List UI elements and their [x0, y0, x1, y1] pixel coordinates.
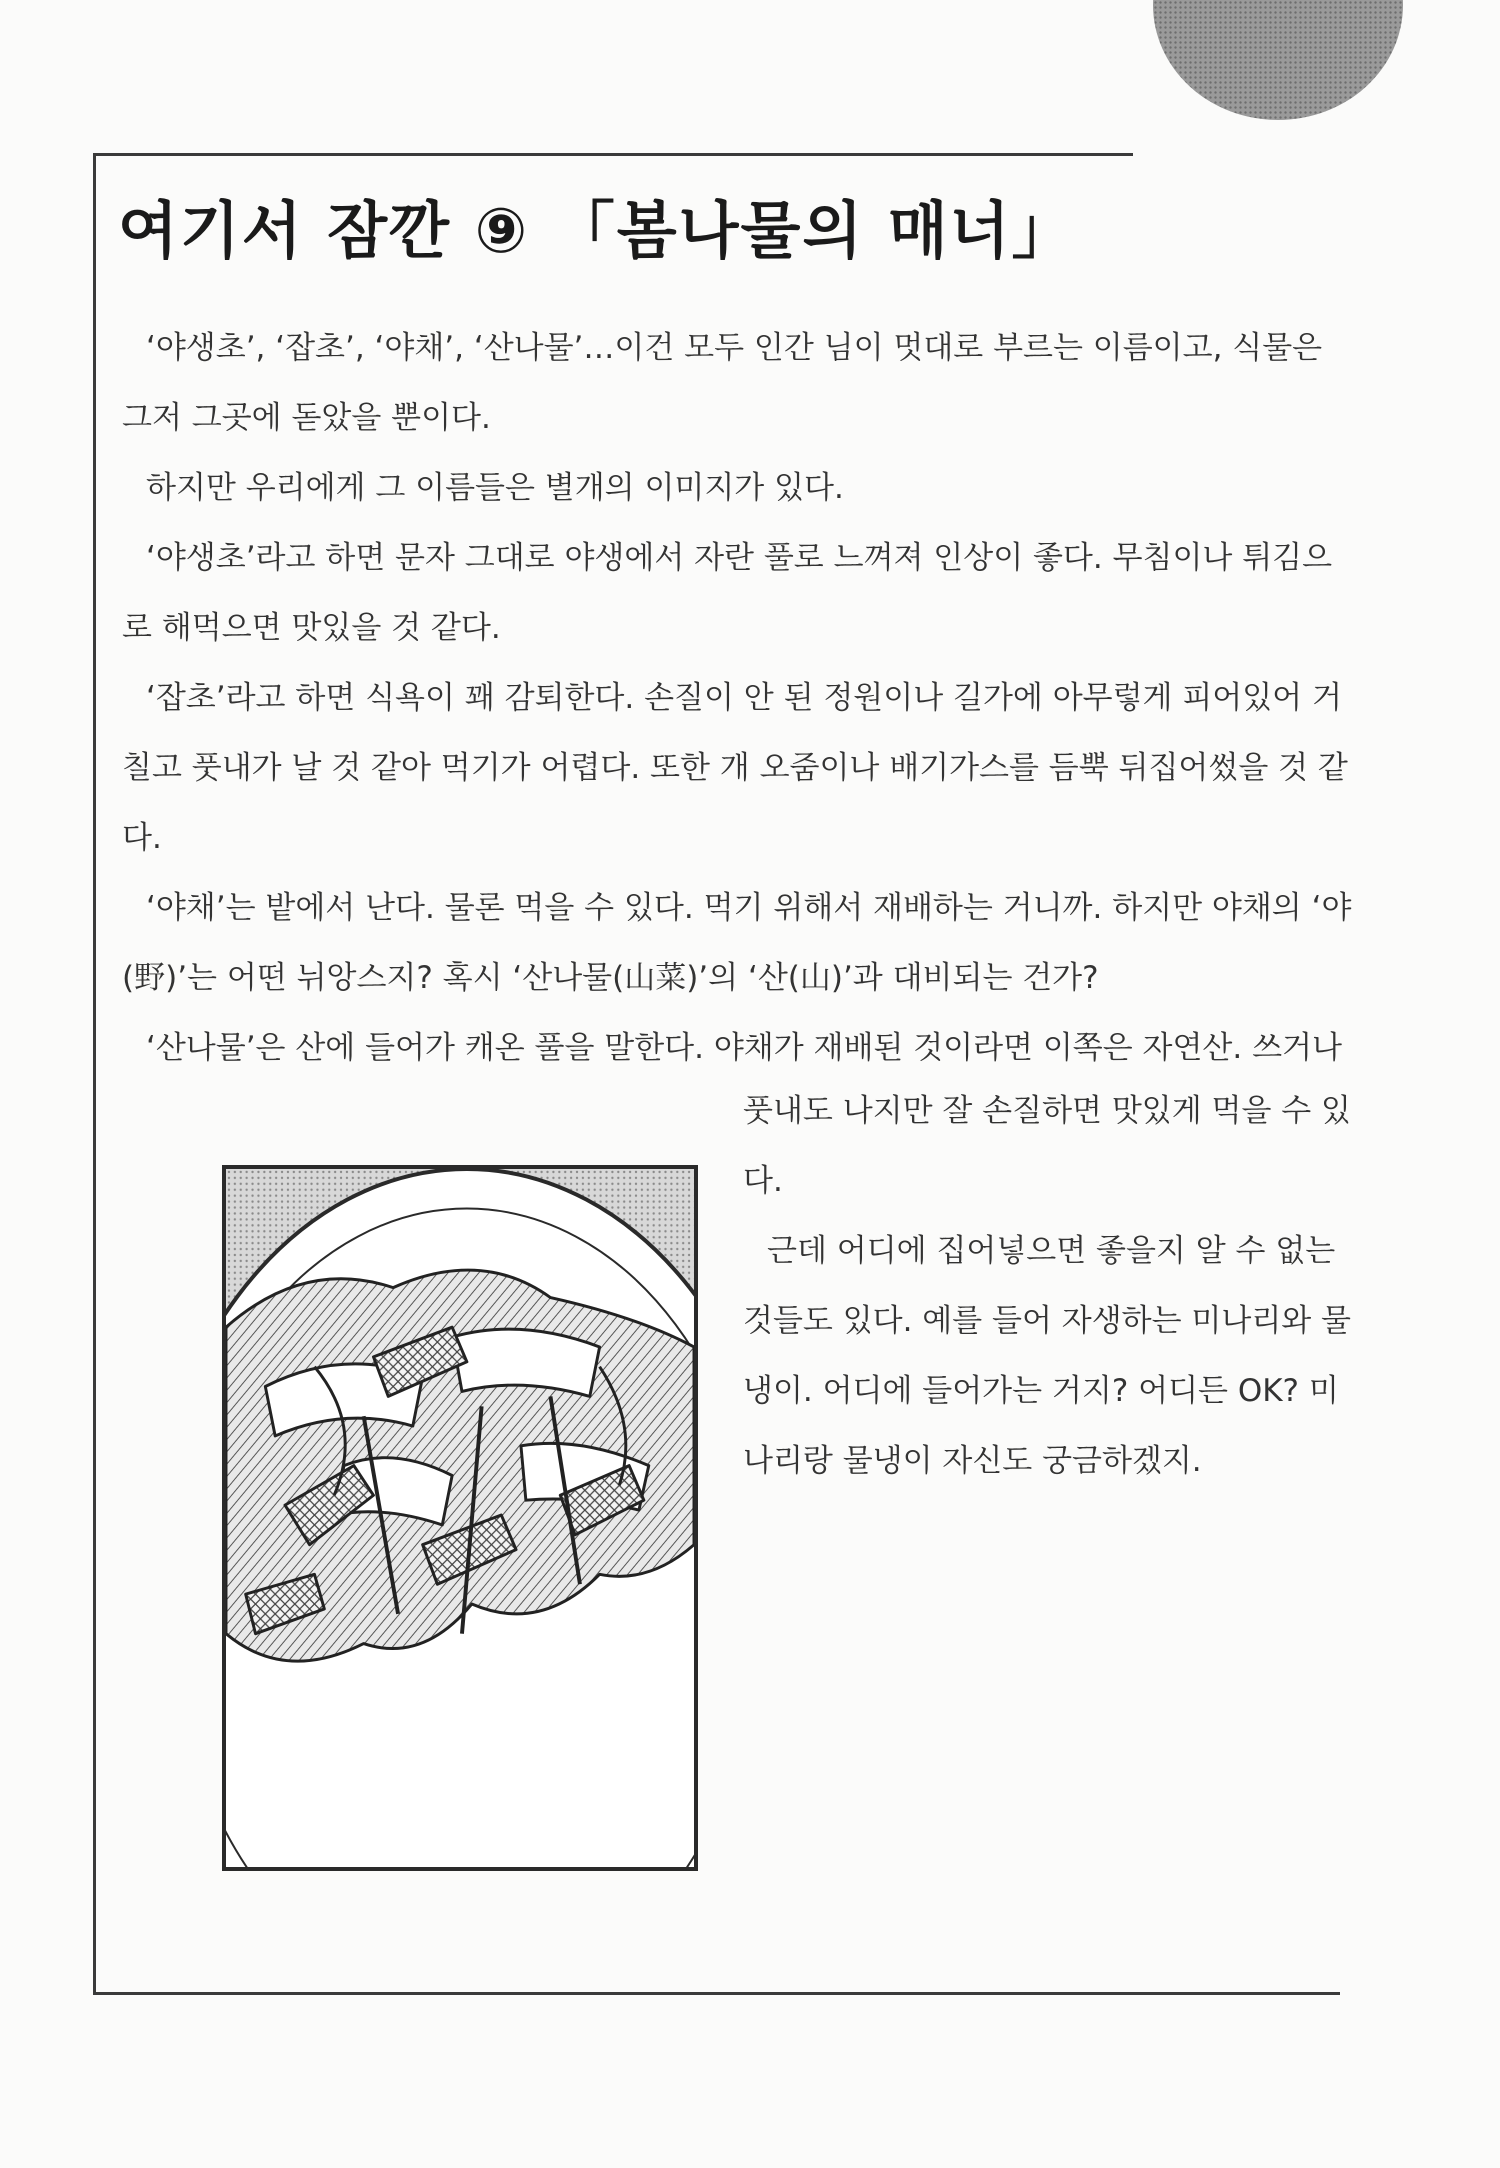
frame-left-line [93, 153, 96, 1995]
paragraph: ‘잡초’라고 하면 식욕이 꽤 감퇴한다. 손질이 안 된 정원이나 길가에 아무렇게 피어있어 거칠고 풋내가 날 것 같아 먹기가 어렵다. 또한 개 오줌이나 배기가스를 듬뿍 뒤집어썼을 것 같다. [122, 680, 1348, 856]
frame-top-line [93, 153, 1133, 156]
paragraph: 근데 어디에 집어넣으면 좋을지 알 수 없는 것들도 있다. 예를 들어 자생하는 미나리와 물냉이. 어디에 들어가는 거지? 어디든 OK? 미나리랑 물냉이 자신도 궁금하겠지. [743, 1233, 1352, 1479]
paragraph: ‘야생초’라고 하면 문자 그대로 야생에서 자란 풀로 느껴져 인상이 좋다. 무침이나 튀김으로 해먹으면 맛있을 것 같다. [122, 540, 1333, 646]
paragraph: 풋내도 나지만 잘 손질하면 맛있게 먹을 수 있다. [743, 1093, 1352, 1199]
corner-decoration [1153, 0, 1403, 120]
side-text [743, 1076, 1351, 1496]
paragraph: ‘야생초’, ‘잡초’, ‘야채’, ‘산나물’…이건 모두 인간 님이 멋대로 부르는 이름이고, 식물은 그저 그곳에 돋았을 뿐이다. [122, 330, 1323, 436]
paragraph: 하지만 우리에게 그 이름들은 별개의 이미지가 있다. [146, 470, 844, 506]
vegetable-dish-illustration [222, 1165, 698, 1871]
main-text [122, 313, 1355, 1083]
paragraph: ‘산나물’은 산에 들어가 캐온 풀을 말한다. 야채가 재배된 것이라면 이쪽은 자연산. 쓰거나 [146, 1030, 1342, 1066]
page-title: 여기서 잠깐 ⑨ 「봄나물의 매너」 [118, 194, 1076, 267]
paragraph: ‘야채’는 밭에서 난다. 물론 먹을 수 있다. 먹기 위해서 재배하는 거니까. 하지만 야채의 ‘야(野)’는 어떤 뉘앙스지? 혹시 ‘산나물(山菜)’의 ‘산(山)’과 대비되는 건가? [122, 890, 1352, 996]
dish-drawing [226, 1169, 694, 1867]
frame-bottom-line [93, 1992, 1340, 1995]
